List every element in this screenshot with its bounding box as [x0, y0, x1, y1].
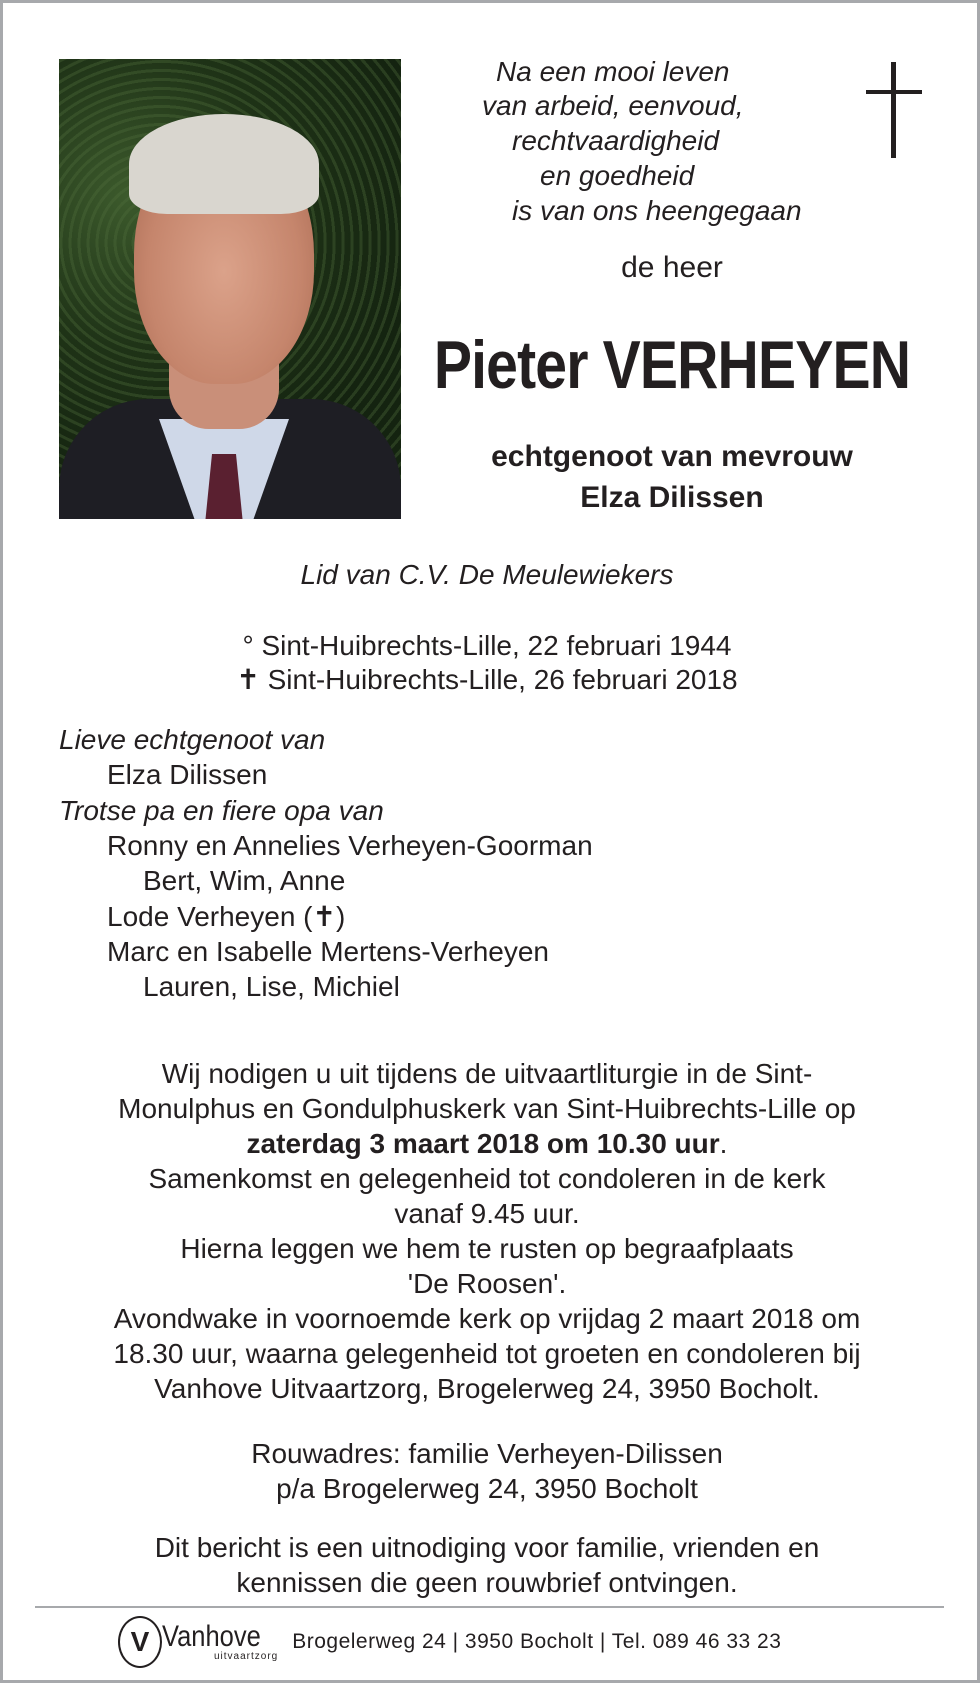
- spouse-name: Elza Dilissen: [580, 481, 764, 514]
- title-prefix: de heer: [621, 251, 723, 284]
- funeral-date: zaterdag 3 maart 2018 om 10.30 uur: [246, 1128, 720, 1159]
- address-line: Rouwadres: familie Verheyen-Dilissen: [251, 1438, 723, 1469]
- family-line: Trotse pa en fiere opa van: [59, 794, 384, 826]
- poem-line: rechtvaardigheid: [512, 125, 720, 156]
- invitation-line: Samenkomst en gelegenheid tot condoleren in de kerk: [148, 1163, 826, 1194]
- mourning-address: [0, 1436, 974, 1506]
- poem-line: Na een mooi leven: [496, 56, 730, 87]
- family-line: Lode Verheyen (✝): [107, 900, 346, 932]
- family-line: Lieve echtgenoot van: [59, 724, 326, 755]
- invitation-line: Hierna leggen we hem te rusten op begraafplaats: [180, 1233, 794, 1264]
- death-line: ✝ Sint-Huibrechts-Lille, 26 februari 2018: [236, 664, 738, 695]
- invitation-line: 'De Roosen'.: [407, 1268, 567, 1299]
- poem-line: en goedheid: [540, 160, 695, 191]
- notice-line: Dit bericht is een uitnodiging voor familie, vrienden en: [154, 1532, 820, 1563]
- invitation-line: Monulphus en Gondulphuskerk van Sint-Huibrechts-Lille op: [118, 1093, 856, 1124]
- family-line: Ronny en Annelies Verheyen-Goorman: [107, 829, 593, 861]
- family-line: Elza Dilissen: [107, 759, 268, 791]
- logo-mark: V: [118, 1616, 162, 1668]
- invitation-line: Avondwake in voornoemde kerk op vrijdag 2 maart 2018 om: [113, 1303, 861, 1334]
- spouse-intro: echtgenoot van mevrouw: [491, 440, 853, 473]
- invitation-line: Wij nodigen u uit tijdens de uitvaartliturgie in de Sint-: [161, 1058, 813, 1089]
- logo-name: Vanhove: [162, 1620, 261, 1653]
- notice-line: kennissen die geen rouwbrief ontvingen.: [236, 1567, 738, 1598]
- family-line: Lauren, Lise, Michiel: [143, 971, 400, 1003]
- address-line: p/a Brogelerweg 24, 3950 Bocholt: [276, 1473, 698, 1504]
- birth-line: ° Sint-Huibrechts-Lille, 22 februari 1944: [242, 630, 732, 661]
- invitation-text: [0, 1056, 974, 1406]
- poem-line: van arbeid, eenvoud,: [482, 90, 744, 121]
- footer-contact: Brogelerweg 24 | 3950 Bocholt | Tel. 089 46 33 23: [292, 1630, 782, 1653]
- membership: Lid van C.V. De Meulewiekers: [300, 559, 674, 590]
- family-line: Bert, Wim, Anne: [143, 865, 346, 897]
- deceased-name: Pieter VERHEYEN: [433, 327, 911, 403]
- invitation-line: 18.30 uur, waarna gelegenheid tot groeten en condoleren bij: [113, 1338, 861, 1369]
- vanhove-logo: [118, 1616, 278, 1668]
- invitation-line: vanaf 9.45 uur.: [394, 1198, 580, 1229]
- portrait-photo: [59, 59, 401, 519]
- invitation-line: Vanhove Uitvaartzorg, Brogelerweg 24, 3950 Bocholt.: [154, 1373, 820, 1404]
- logo-sub: uitvaartzorg: [213, 1651, 279, 1662]
- family-line: Marc en Isabelle Mertens-Verheyen: [107, 935, 549, 967]
- poem-line: is van ons heengegaan: [512, 195, 802, 226]
- cross-icon: [866, 62, 922, 158]
- notice: [0, 1530, 974, 1600]
- footer-divider: [35, 1606, 944, 1608]
- footer: [118, 1612, 781, 1672]
- funeral-date-suffix: .: [719, 1128, 728, 1159]
